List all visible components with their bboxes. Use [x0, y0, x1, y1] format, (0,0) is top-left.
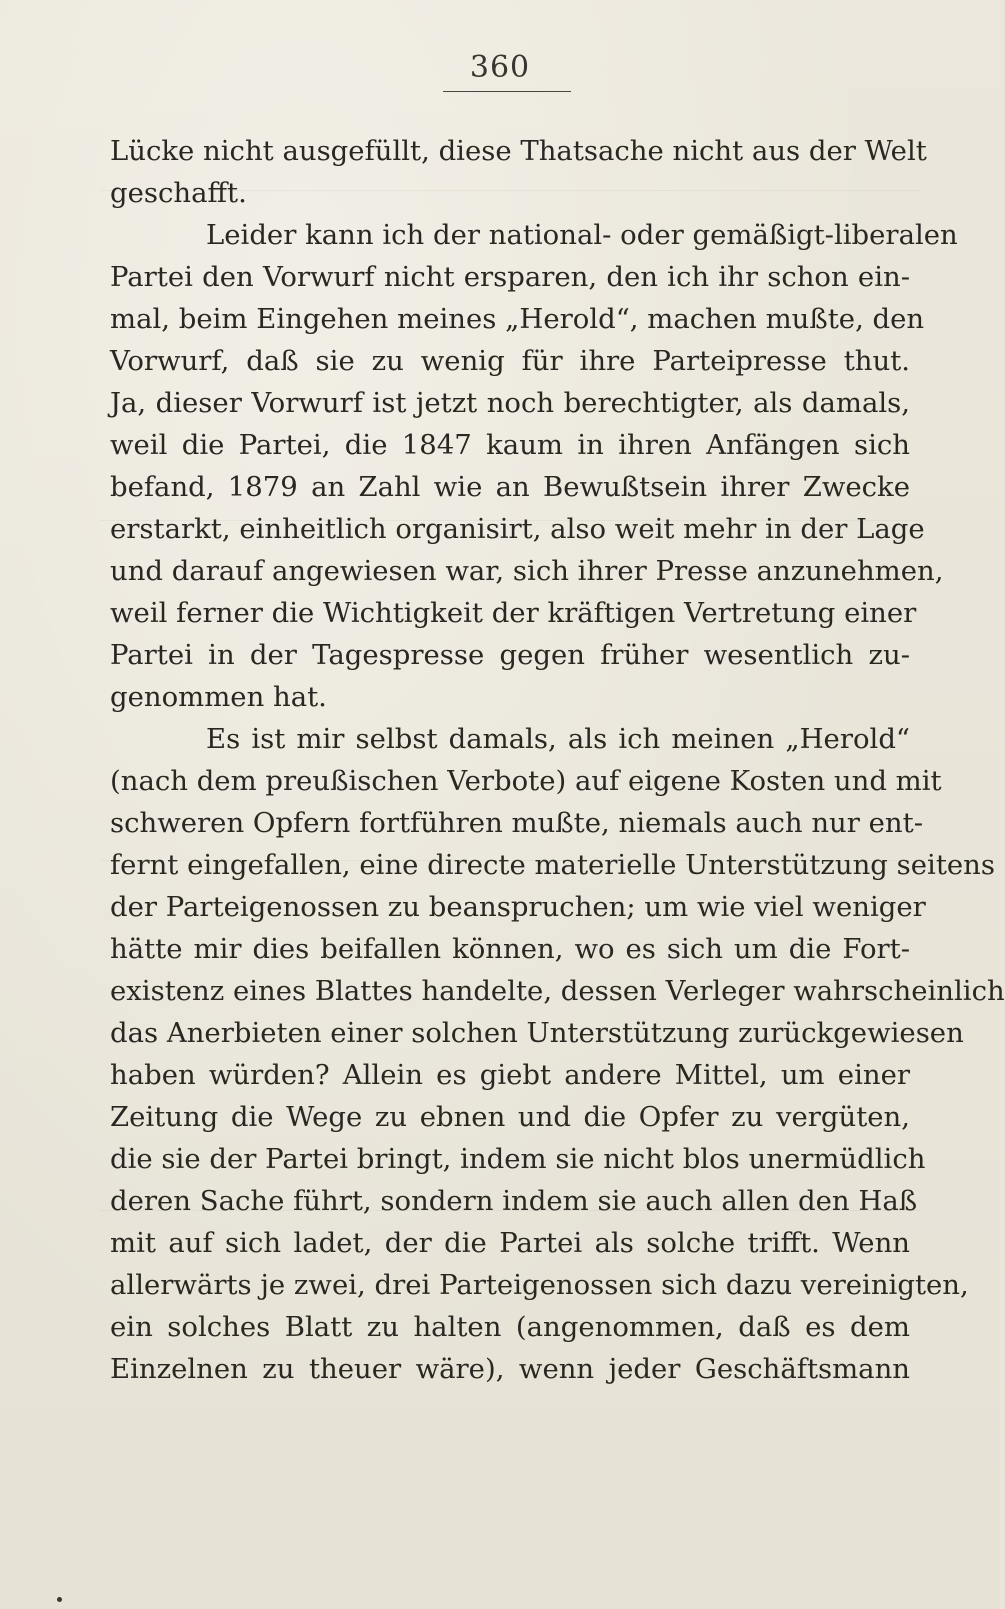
- text-line: Einzelnen zu theuer wäre), wenn jeder Geschäftsmann: [110, 1353, 910, 1385]
- text-line: befand, 1879 an Zahl wie an Bewußtsein ihrer Zwecke: [110, 471, 910, 503]
- text-line: genommen hat.: [110, 681, 327, 713]
- page-number: 360: [469, 50, 531, 85]
- show-through-mark: [100, 520, 920, 521]
- text-line: Zeitung die Wege zu ebnen und die Opfer zu vergüten,: [110, 1101, 910, 1133]
- text-line: mal, beim Eingehen meines „Herold“, machen mußte, den: [110, 303, 925, 335]
- text-line: schweren Opfern fortführen mußte, niemals auch nur ent-: [110, 807, 923, 839]
- text-line: erstarkt, einheitlich organisirt, also weit mehr in der Lage: [110, 513, 925, 545]
- show-through-mark: [100, 190, 920, 191]
- text-line: und darauf angewiesen war, sich ihrer Presse anzunehmen,: [110, 555, 944, 587]
- text-line: (nach dem preußischen Verbote) auf eigene Kosten und mit: [110, 765, 942, 797]
- header-rule: [443, 91, 571, 92]
- text-line: allerwärts je zwei, drei Parteigenossen sich dazu vereinigten,: [110, 1269, 969, 1301]
- text-line: haben würden? Allein es giebt andere Mittel, um einer: [110, 1059, 910, 1091]
- text-line: die sie der Partei bringt, indem sie nicht blos unermüdlich: [110, 1143, 926, 1175]
- text-line: existenz eines Blattes handelte, dessen Verleger wahrscheinlich: [110, 975, 1005, 1007]
- show-through-mark: [100, 1210, 920, 1211]
- text-line: ein solches Blatt zu halten (angenommen, daß es dem: [110, 1311, 910, 1343]
- text-line: Leider kann ich der national- oder gemäßigt-liberalen: [206, 219, 958, 251]
- text-line: weil ferner die Wichtigkeit der kräftigen Vertretung einer: [110, 597, 917, 629]
- text-line: fernt eingefallen, eine directe materielle Unterstützung seitens: [110, 849, 995, 881]
- ink-speck: [57, 1597, 62, 1602]
- text-line: deren Sache führt, sondern indem sie auch allen den Haß: [110, 1185, 918, 1217]
- text-line: Ja, dieser Vorwurf ist jetzt noch berechtigter, als damals,: [110, 387, 910, 419]
- text-line: das Anerbieten einer solchen Unterstützung zurückgewiesen: [110, 1017, 964, 1049]
- text-line: geschafft.: [110, 177, 247, 209]
- text-line: Partei in der Tagespresse gegen früher wesentlich zu-: [110, 639, 910, 671]
- text-line: der Parteigenossen zu beanspruchen; um wie viel weniger: [110, 891, 926, 923]
- text-line: weil die Partei, die 1847 kaum in ihren Anfängen sich: [110, 429, 910, 461]
- text-line: Vorwurf, daß sie zu wenig für ihre Parteipresse thut.: [110, 345, 910, 377]
- text-line: Lücke nicht ausgefüllt, diese Thatsache nicht aus der Welt: [110, 135, 927, 167]
- text-line: Partei den Vorwurf nicht ersparen, den ich ihr schon ein-: [110, 261, 910, 293]
- text-line: mit auf sich ladet, der die Partei als solche trifft. Wenn: [110, 1227, 910, 1259]
- text-line: hätte mir dies beifallen können, wo es sich um die Fort-: [110, 933, 910, 965]
- text-line: Es ist mir selbst damals, als ich meinen „Herold“: [206, 723, 910, 755]
- show-through-mark: [100, 860, 920, 861]
